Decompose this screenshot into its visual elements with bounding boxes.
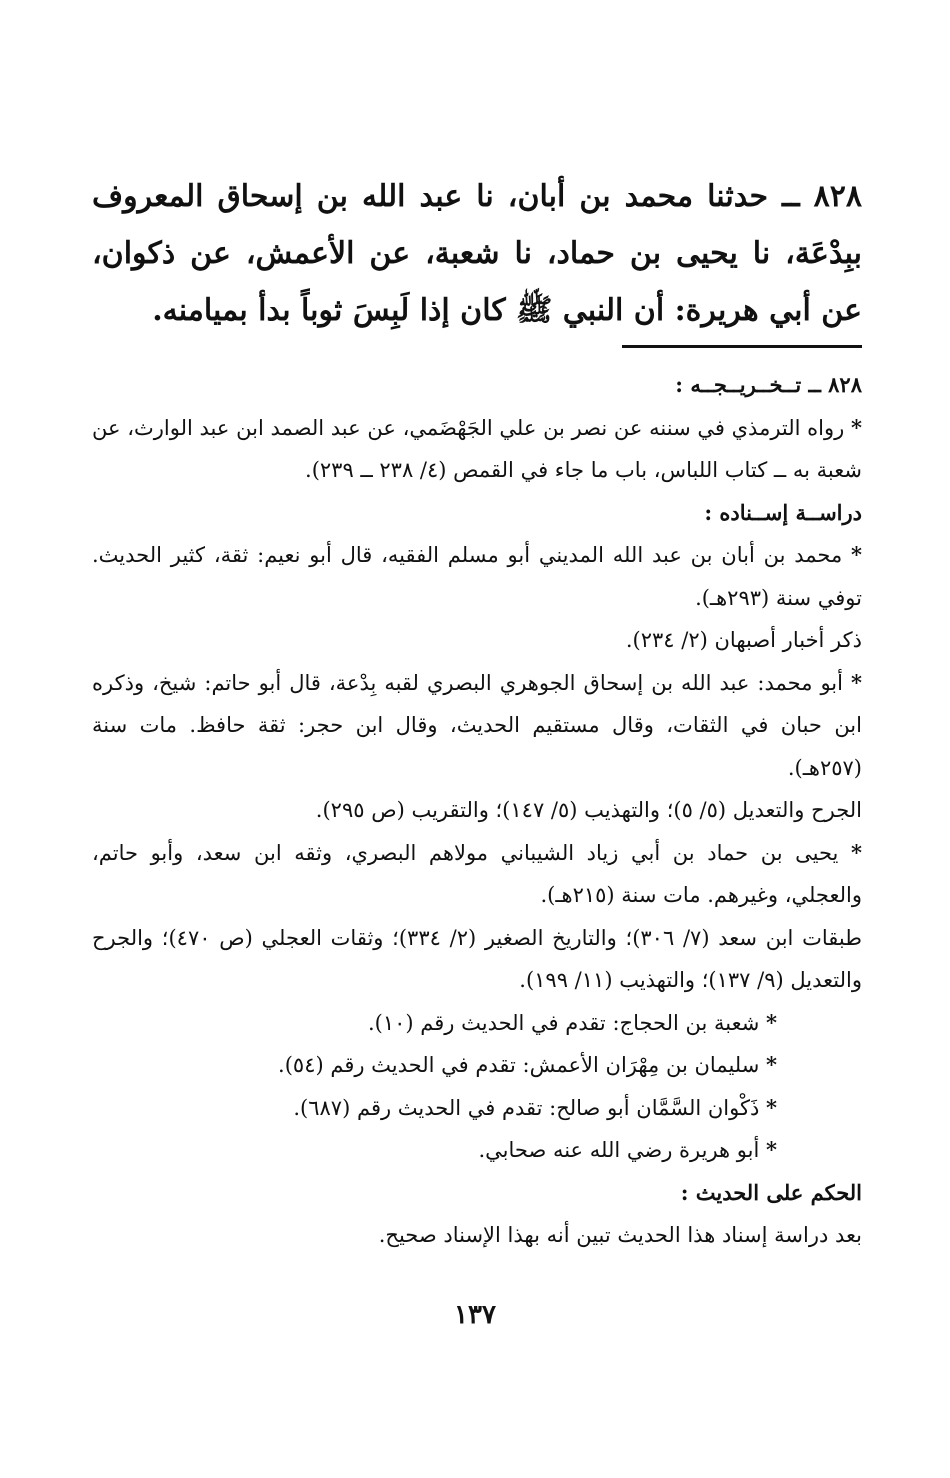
dirasa-heading: دراســة إســناده :	[704, 499, 862, 525]
reference-line: ذكر أخبار أصبهان (٢/ ٢٣٤).	[625, 628, 862, 652]
star-icon: *	[766, 1052, 777, 1077]
narrator-paragraph	[92, 534, 862, 619]
narrator-text: أبو هريرة رضي الله عنه صحابي.	[478, 1138, 760, 1162]
hukm-text: بعد دراسة إسناد هذا الحديث تبين أنه بهذا الإسناد صحيح.	[378, 1223, 862, 1247]
footnote-divider	[622, 345, 862, 348]
takhrij-paragraph	[92, 407, 862, 492]
reference-line: طبقات ابن سعد (٧/ ٣٠٦)؛ والتاريخ الصغير (٢/ ٣٣٤)؛ وثقات العجلي (ص ٤٧٠)؛ والجرح والتعديل (٩/ ١٣٧)؛ والتهذيب (١١/ ١٩٩).	[92, 925, 862, 992]
footnotes	[92, 364, 862, 1257]
narrator-text: شعبة بن الحجاج: تقدم في الحديث رقم (١٠).	[367, 1010, 760, 1035]
reference-line: الجرح والتعديل (٥/ ٥)؛ والتهذيب (٥/ ١٤٧)؛ والتقريب (ص ٢٩٥).	[315, 798, 862, 822]
page-number: ١٣٧	[454, 1300, 496, 1330]
star-icon: *	[851, 542, 862, 567]
star-icon: *	[766, 1137, 777, 1162]
star-icon: *	[766, 1009, 777, 1035]
narrator-text: ذَكْوان السَّمَّان أبو صالح: تقدم في الحديث رقم (٦٨٧).	[293, 1095, 760, 1120]
hadith-text-block	[92, 168, 862, 339]
narrator-text: محمد بن أبان بن عبد الله المديني أبو مسلم الفقيه، قال أبو نعيم: ثقة، كثير الحديث. توفي سنة (٢٩٣هـ).	[92, 543, 862, 610]
narrator-paragraph	[92, 1002, 862, 1045]
narrator-text: يحيى بن حماد بن أبي زياد الشيباني مولاهم البصري، وثقه ابن سعد، وأبو حاتم، والعجلي، وغيرهم. مات سنة (٢١٥هـ).	[92, 840, 862, 907]
star-icon: *	[851, 839, 862, 865]
takhrij-text: رواه الترمذي في سننه عن نصر بن علي الجَهْضَمي، عن عبد الصمد ابن عبد الوارث، عن شعبة به ــ كتاب اللباس، باب ما جاء في القمص (٤/ ٢٣٨ ــ ٢٣٩).	[92, 415, 862, 482]
narrator-paragraph	[92, 832, 862, 917]
narrator-paragraph	[92, 662, 862, 790]
narrator-paragraph	[92, 1129, 862, 1172]
narrator-paragraph	[92, 1044, 862, 1087]
takhrij-heading: ٨٢٨ ــ تــخــريــجــه :	[675, 372, 862, 397]
star-icon: *	[851, 414, 862, 440]
star-icon: *	[851, 669, 862, 695]
hadith-text: ٨٢٨ ــ حدثنا محمد بن أبان، نا عبد الله بن إسحاق المعروف ببِدْعَة، نا يحيى بن حماد، نا شعبة، عن الأعمش، عن ذكوان، عن أبي هريرة: أن النبي ﷺ كان إذا لَبِسَ ثوباً بدأ بميامنه.	[92, 179, 862, 328]
narrator-text: أبو محمد: عبد الله بن إسحاق الجوهري البصري لقبه بِدْعة، قال أبو حاتم: شيخ، وذكره ابن حبان في الثقات، وقال مستقيم الحديث، وقال ابن حجر: ثقة حافظ. مات سنة (٢٥٧هـ).	[92, 670, 862, 780]
star-icon: *	[766, 1094, 777, 1120]
hukm-heading: الحكم على الحديث :	[680, 1179, 862, 1205]
narrator-paragraph	[92, 1087, 862, 1130]
narrator-text: سليمان بن مِهْرَان الأعمش: تقدم في الحديث رقم (٥٤).	[278, 1053, 760, 1077]
